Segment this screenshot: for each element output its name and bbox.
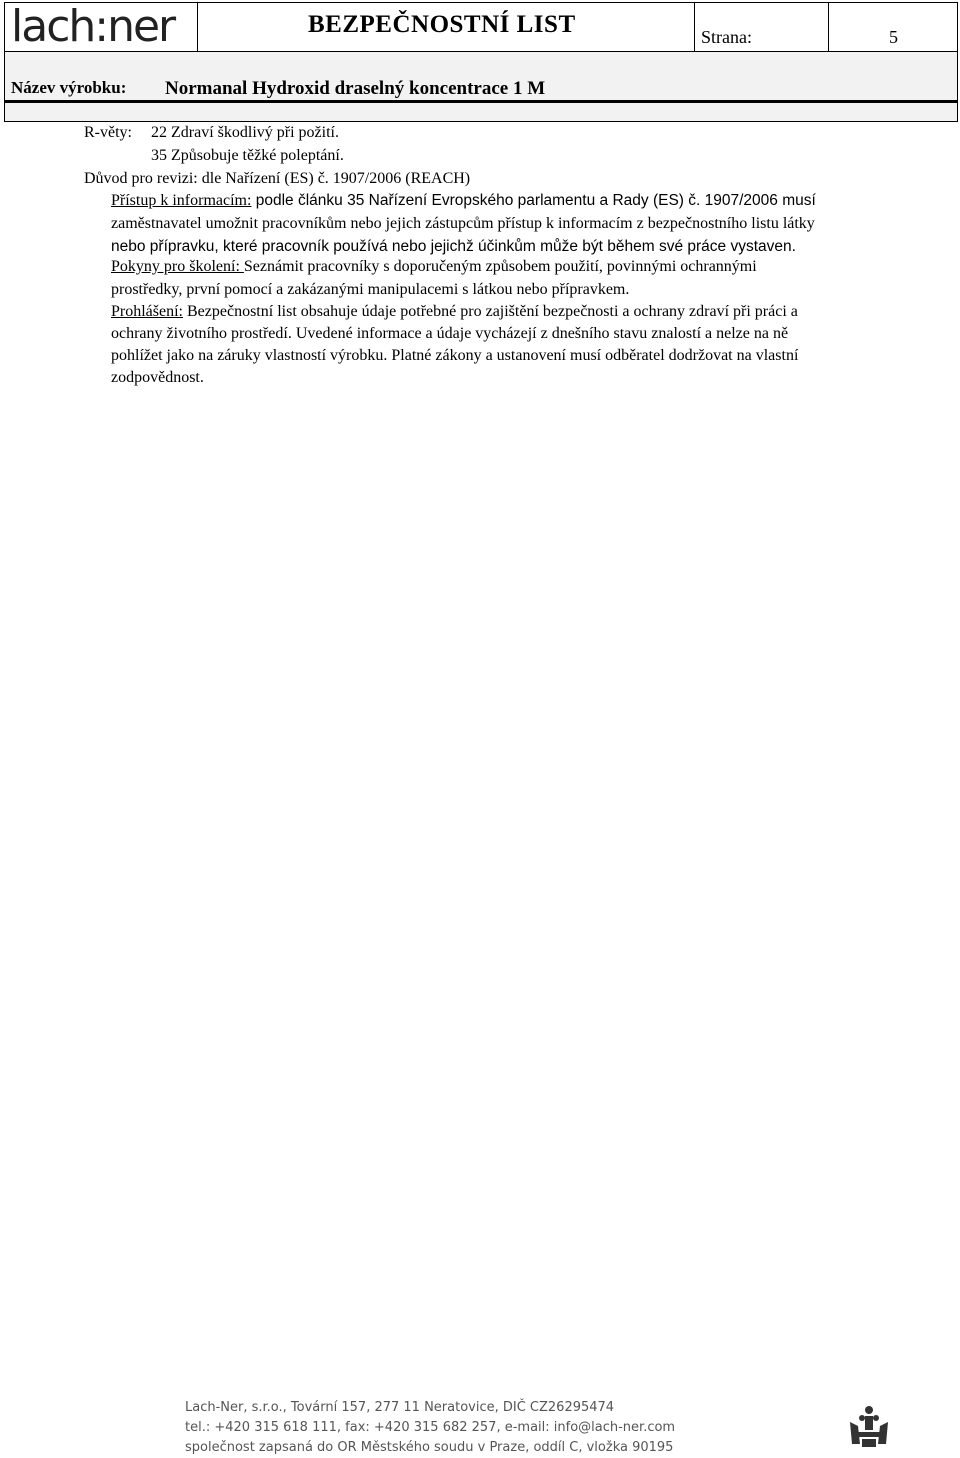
company-footer [185, 1398, 805, 1458]
page-number-cell [829, 3, 957, 51]
r-phrases-label: R-věty: [84, 124, 132, 141]
training-text-1: Seznámit pracovníky s doporučeným způsobem použití, povinnými ochrannými [243, 258, 757, 275]
declaration-paragraph-line-2: ochrany životního prostředí. Uvedené informace a údaje vycházejí z dnešního stavu znalostí a nelze na ně [111, 325, 789, 342]
document-title: BEZPEČNOSTNÍ LIST [308, 11, 576, 38]
declaration-paragraph-line-4: zodpovědnost. [111, 369, 204, 386]
page-number: 5 [889, 27, 898, 47]
page-label-cell [695, 3, 829, 51]
declaration-paragraph-line-3: pohlížet jako na záruky vlastností výrobku. Platné zákony a ustanovení musí odběratel dodržovat na vlastní [111, 347, 799, 364]
header-band [5, 103, 957, 121]
header-top-row [5, 3, 957, 52]
r-phrase-22: 22 Zdraví škodlivý při požití. [151, 124, 339, 141]
title-cell [198, 3, 695, 51]
declaration-paragraph-line-1 [111, 303, 798, 321]
footer-registration: společnost zapsaná do OR Městského soudu v Praze, oddíl C, vložka 90195 [185, 1440, 674, 1455]
document-header [4, 2, 958, 122]
product-label: Název výrobku: [11, 78, 127, 97]
header-product-row [5, 52, 957, 100]
training-label: Pokyny pro školení: [111, 258, 244, 275]
training-paragraph-line-2: prostředky, první pomocí a zakázanými manipulacemi s látkou nebo přípravkem. [111, 281, 630, 298]
product-name: Normanal Hydroxid draselný koncentrace 1 M [165, 78, 546, 99]
access-label: Přístup k informacím: [111, 192, 252, 209]
access-paragraph-line-3: nebo přípravku, které pracovník používá nebo jejichž účinkům může být během své práce vystaven. [111, 238, 796, 255]
access-text-1: podle článku 35 Nařízení Evropského parlamentu a Rady (ES) č. 1907/2006 musí [251, 192, 816, 209]
logo-cell [5, 3, 198, 51]
access-paragraph-line-1 [111, 192, 816, 210]
declaration-label: Prohlášení: [111, 303, 183, 320]
declaration-text-1: Bezpečnostní list obsahuje údaje potřebné pro zajištění bezpečnosti a ochrany zdraví při práci a [183, 303, 798, 320]
company-logo: lach:ner [11, 1, 175, 52]
training-paragraph-line-1 [111, 258, 757, 276]
footer-address: Lach-Ner, s.r.o., Tovární 157, 277 11 Neratovice, DIČ CZ26295474 [185, 1400, 615, 1415]
page-label: Strana: [701, 27, 752, 47]
hands-holding-figure-icon [848, 1404, 890, 1450]
footer-contact: tel.: +420 315 618 111, fax: +420 315 682 257, e-mail: info@lach-ner.com [185, 1420, 676, 1435]
revision-reason: Důvod pro revizi: dle Nařízení (ES) č. 1907/2006 (REACH) [84, 170, 471, 187]
r-phrase-35: 35 Způsobuje těžké poleptání. [151, 147, 344, 164]
access-paragraph-line-2: zaměstnavatel umožnit pracovníkům nebo jejich zástupcům přístup k informacím z bezpečnostního listu látky [111, 215, 815, 232]
